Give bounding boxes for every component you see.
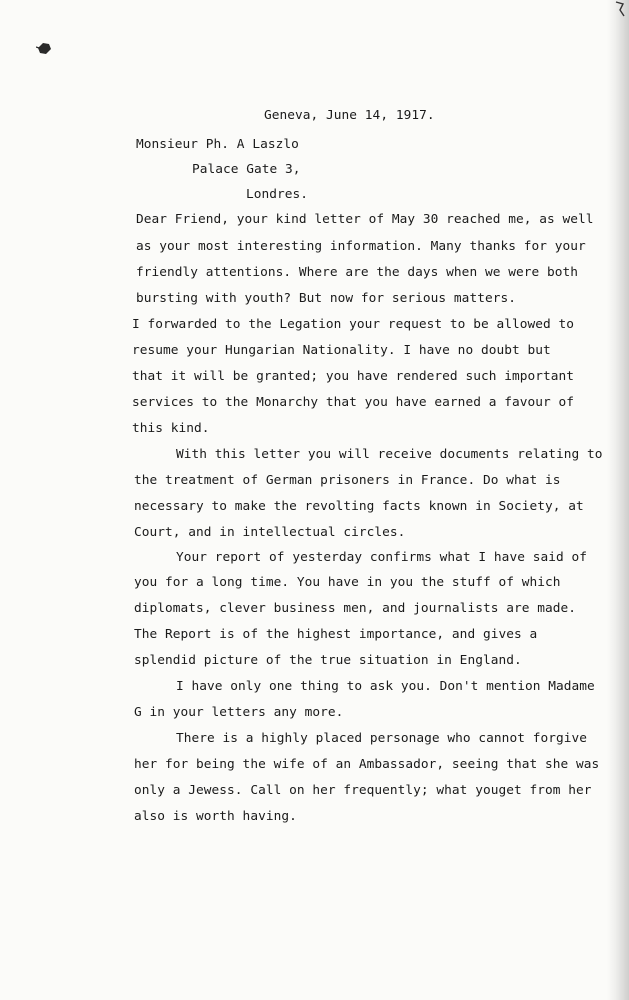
body-line: diplomats, clever business men, and journalists are made. (134, 601, 576, 616)
body-line: that it will be granted; you have rendered such important (132, 369, 574, 384)
body-line: I forwarded to the Legation your request to be allowed to (132, 317, 574, 332)
recipient-street: Palace Gate 3, (192, 162, 301, 177)
body-line: bursting with youth? But now for serious matters. (136, 291, 516, 306)
page-edge-shadow (607, 0, 629, 1000)
body-line: also is worth having. (134, 809, 297, 824)
recipient-city: Londres. (246, 187, 309, 202)
recipient-name: Monsieur Ph. A Laszlo (136, 137, 299, 152)
body-line: resume your Hungarian Nationality. I have no doubt but (132, 343, 551, 358)
body-line: only a Jewess. Call on her frequently; what youget from her (134, 783, 592, 798)
punch-hole-mark (36, 40, 52, 56)
body-line: There is a highly placed personage who cannot forgive (176, 731, 587, 746)
body-line: this kind. (132, 421, 210, 436)
body-line: I have only one thing to ask you. Don't mention Madame (176, 679, 595, 694)
corner-mark (613, 0, 627, 20)
body-line: Your report of yesterday confirms what I have said of (176, 550, 587, 565)
body-line: The Report is of the highest importance, and gives a (134, 627, 538, 642)
body-line: her for being the wife of an Ambassador, seeing that she was (134, 757, 600, 772)
body-line: services to the Monarchy that you have earned a favour of (132, 395, 574, 410)
body-line: Dear Friend, your kind letter of May 30 reached me, as well (136, 212, 594, 227)
body-line: G in your letters any more. (134, 705, 344, 720)
body-line: necessary to make the revolting facts known in Society, at (134, 499, 584, 514)
body-line: friendly attentions. Where are the days when we were both (136, 265, 578, 280)
body-line: splendid picture of the true situation in England. (134, 653, 522, 668)
body-line: the treatment of German prisoners in France. Do what is (134, 473, 561, 488)
body-line: you for a long time. You have in you the stuff of which (134, 575, 561, 590)
body-line: With this letter you will receive documents relating to (176, 447, 603, 462)
body-line: as your most interesting information. Many thanks for your (136, 239, 586, 254)
dateline: Geneva, June 14, 1917. (264, 108, 435, 123)
body-line: Court, and in intellectual circles. (134, 525, 406, 540)
